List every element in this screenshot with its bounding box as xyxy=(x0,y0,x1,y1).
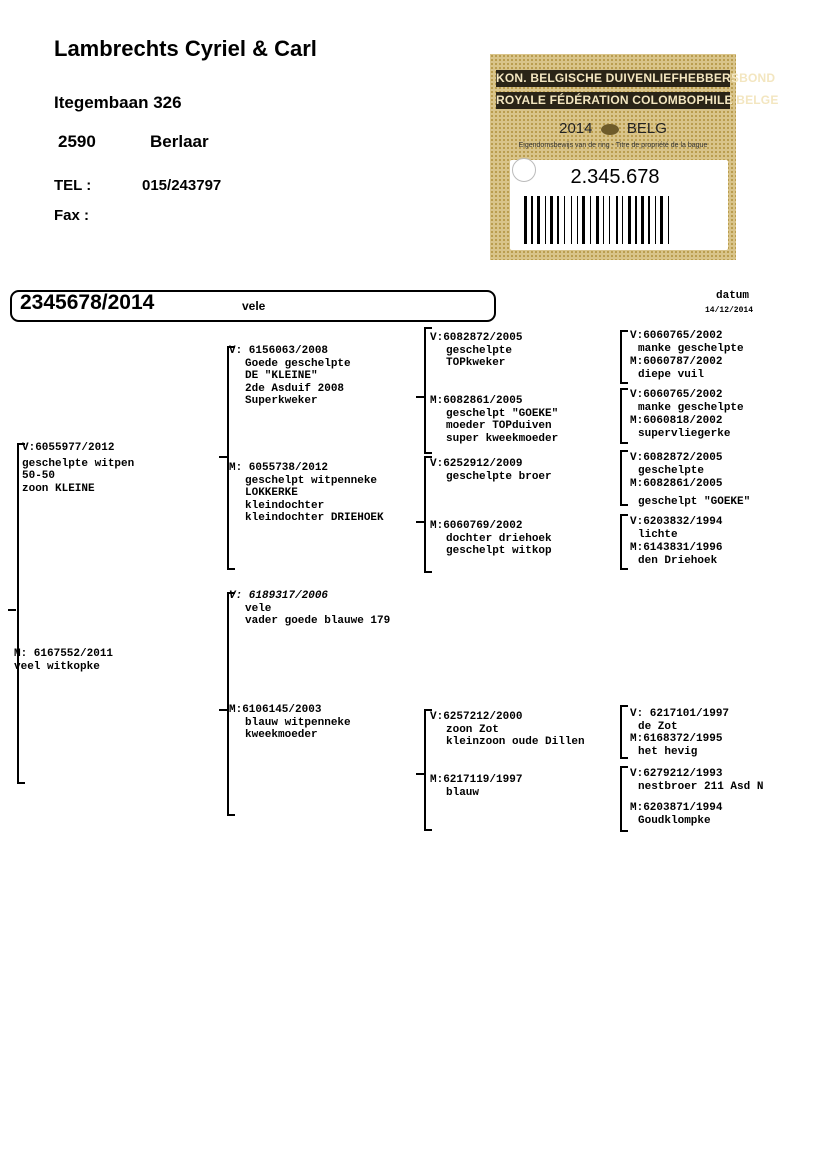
barcode-bar xyxy=(545,196,546,244)
tel-label: TEL : xyxy=(54,177,92,194)
entry-ring: M:6168372/1995 xyxy=(630,733,723,745)
entry-ring: V: 6189317/2006 xyxy=(229,590,329,602)
mother-ring: M: 6167552/2011 xyxy=(14,648,114,660)
entry-line: geschelpte xyxy=(638,464,705,477)
entry-line: geschelpt witkop xyxy=(446,545,552,557)
entry-ring: V:6252912/2009 xyxy=(430,458,523,470)
entry-line: manke geschelpte xyxy=(638,401,744,414)
entry-line: DE "KLEINE" xyxy=(245,370,318,382)
tick-gen2-m xyxy=(219,709,227,711)
entry-line: den Driehoek xyxy=(638,554,718,567)
entry-ring: V:6279212/1993 xyxy=(630,768,723,780)
entry-ring: M:6203871/1994 xyxy=(630,802,723,814)
father-line: 50-50 xyxy=(22,470,56,482)
entry-ring: V:6257212/2000 xyxy=(430,711,523,723)
entry-line: nestbroer 211 Asd N xyxy=(638,780,764,793)
fax-label: Fax : xyxy=(54,207,90,224)
gen4-entry-3 xyxy=(630,389,744,414)
bracket-gen4-1 xyxy=(620,330,628,384)
barcode-bar xyxy=(571,196,572,244)
entry-line: Goudklompke xyxy=(638,814,711,827)
entry-ring: M:6082861/2005 xyxy=(430,395,523,407)
gen3-entry-2 xyxy=(430,395,558,445)
entry-ring: M:6143831/1996 xyxy=(630,542,723,554)
barcode-bar xyxy=(582,196,585,244)
entry-line: kleindochter DRIEHOEK xyxy=(245,512,384,524)
gen3-entry-1 xyxy=(430,332,522,370)
bracket-gen4-4 xyxy=(620,514,628,570)
barcode-bar xyxy=(628,196,631,244)
gen4-entry-13 xyxy=(630,708,729,733)
bracket-gen4-8 xyxy=(620,766,628,832)
tick-gen1 xyxy=(8,609,16,611)
tel-number: 015/243797 xyxy=(142,177,222,194)
entry-line: geschelpt "GOEKE" xyxy=(638,495,751,508)
barcode-bar xyxy=(655,196,656,244)
grandfather-paternal-entry xyxy=(229,345,351,408)
entry-line: de Zot xyxy=(638,720,678,733)
entry-ring: V: 6156063/2008 xyxy=(229,345,329,357)
barcode-bar xyxy=(668,196,669,244)
grandfather-maternal-entry xyxy=(229,590,390,628)
entry-line: moeder TOPduiven xyxy=(446,420,552,432)
entry-ring: M:6060787/2002 xyxy=(630,356,723,368)
barcode-bar xyxy=(564,196,565,244)
entry-ring: M:6060818/2002 xyxy=(630,415,723,427)
barcode-bar xyxy=(641,196,644,244)
barcode-bar xyxy=(596,196,599,244)
owner-postcode: 2590 xyxy=(58,132,96,151)
entry-line: geschelpt "GOEKE" xyxy=(446,407,559,420)
father-entry xyxy=(22,442,134,495)
ownership-text: Eigendomsbewijs van de ring - Titre de propriété de la bague xyxy=(518,142,708,149)
barcode-bar xyxy=(635,196,637,244)
barcode-bar xyxy=(577,196,578,244)
pigeon-color: vele xyxy=(242,299,266,313)
father-line: geschelpte witpen xyxy=(22,457,135,470)
tick-gen2-v xyxy=(219,456,227,458)
entry-line: Goede geschelpte xyxy=(245,357,351,370)
entry-line: diepe vuil xyxy=(638,368,705,381)
father-ring: V:6055977/2012 xyxy=(22,442,115,454)
grandmother-maternal-entry xyxy=(229,704,351,742)
barcode-bar xyxy=(524,196,527,244)
pigeon-ring: 2345678/2014 xyxy=(20,291,155,314)
barcode-bar xyxy=(616,196,618,244)
date-label: datum xyxy=(716,290,750,302)
federation-logo-icon xyxy=(601,124,619,135)
gen3-entry-7 xyxy=(430,711,585,749)
gen4-entry-5 xyxy=(630,452,722,477)
entry-line: zoon Zot xyxy=(446,723,499,736)
owner-name: Lambrechts Cyriel & Carl xyxy=(54,36,317,61)
bracket-gen4-2 xyxy=(620,388,628,444)
entry-line: 2de Asduif 2008 xyxy=(245,382,345,395)
entry-line: TOPkweker xyxy=(446,357,506,369)
mother-line: veel witkopke xyxy=(14,660,100,673)
ring-country: BELG xyxy=(626,120,667,137)
barcode-bar xyxy=(531,196,533,244)
bracket-gen4-3 xyxy=(620,450,628,506)
entry-ring: V:6203832/1994 xyxy=(630,516,723,528)
entry-line: supervliegerke xyxy=(638,427,731,440)
entry-line: Superkweker xyxy=(245,395,318,407)
entry-line: het hevig xyxy=(638,745,698,758)
tick-gen3-1 xyxy=(416,396,424,398)
gen4-entry-1 xyxy=(630,330,744,355)
barcode-bar xyxy=(622,196,623,244)
entry-line: blauw xyxy=(446,786,480,799)
entry-line: manke geschelpte xyxy=(638,342,744,355)
entry-ring: M:6082861/2005 xyxy=(630,478,723,490)
entry-ring: M:6217119/1997 xyxy=(430,774,523,786)
federation-nl: KON. BELGISCHE DUIVENLIEFHEBBERSBOND xyxy=(496,71,776,85)
grandmother-paternal-entry xyxy=(229,462,384,525)
barcode-bar xyxy=(590,196,591,244)
ring-number: 2.345.678 xyxy=(570,166,660,188)
ring-label xyxy=(490,54,779,260)
gen4-entry-4 xyxy=(630,415,730,440)
entry-line: vader goede blauwe 179 xyxy=(245,615,391,627)
owner-city: Berlaar xyxy=(150,132,209,151)
barcode-bar xyxy=(603,196,604,244)
gen3-entry-8 xyxy=(430,774,522,799)
entry-ring: V: 6217101/1997 xyxy=(630,708,730,720)
entry-line: geschelpte xyxy=(446,344,513,357)
entry-line: kleindochter xyxy=(245,499,325,512)
entry-ring: V:6060765/2002 xyxy=(630,330,723,342)
entry-ring: V:6082872/2005 xyxy=(630,452,723,464)
entry-ring: V:6060765/2002 xyxy=(630,389,723,401)
entry-line: LOKKERKE xyxy=(245,487,298,499)
gen4-entry-6 xyxy=(630,478,750,508)
barcode-bar xyxy=(550,196,553,244)
entry-line: blauw witpenneke xyxy=(245,716,351,729)
entry-line: super kweekmoeder xyxy=(446,432,559,445)
barcode-bar xyxy=(660,196,663,244)
entry-line: dochter driehoek xyxy=(446,532,552,545)
tick-gen3-4 xyxy=(416,773,424,775)
entry-ring: M:6106145/2003 xyxy=(229,704,322,716)
bracket-gen4-7 xyxy=(620,705,628,759)
barcode-bar xyxy=(537,196,540,244)
date-value: 14/12/2014 xyxy=(705,306,754,315)
gen4-entry-8 xyxy=(630,542,722,567)
gen3-entry-3 xyxy=(430,458,552,483)
barcode xyxy=(524,196,722,244)
gen4-entry-14 xyxy=(630,733,722,758)
entry-line: kleinzoon oude Dillen xyxy=(446,736,585,748)
gen4-entry-2 xyxy=(630,356,722,381)
entry-ring: M: 6055738/2012 xyxy=(229,462,329,474)
tick-gen3-2 xyxy=(416,521,424,523)
entry-line: geschelpt witpenneke xyxy=(245,474,378,487)
mother-entry xyxy=(14,648,113,673)
federation-fr: ROYALE FÉDÉRATION COLOMBOPHILE BELGE xyxy=(496,93,779,107)
entry-line: kweekmoeder xyxy=(245,729,318,741)
ring-year-country xyxy=(490,120,736,137)
entry-line: lichte xyxy=(638,528,678,541)
entry-ring: M:6060769/2002 xyxy=(430,520,523,532)
father-line: zoon KLEINE xyxy=(22,482,95,495)
entry-line: vele xyxy=(245,602,272,615)
gen4-entry-16 xyxy=(630,802,722,827)
barcode-bar xyxy=(648,196,650,244)
gen3-entry-4 xyxy=(430,520,552,558)
barcode-bar xyxy=(609,196,610,244)
gen4-entry-7 xyxy=(630,516,722,541)
gen4-entry-15 xyxy=(630,768,763,793)
owner-street: Itegembaan 326 xyxy=(54,93,182,112)
ring-year: 2014 xyxy=(559,120,593,137)
entry-ring: V:6082872/2005 xyxy=(430,332,523,344)
entry-line: geschelpte broer xyxy=(446,470,552,483)
barcode-bar xyxy=(557,196,559,244)
